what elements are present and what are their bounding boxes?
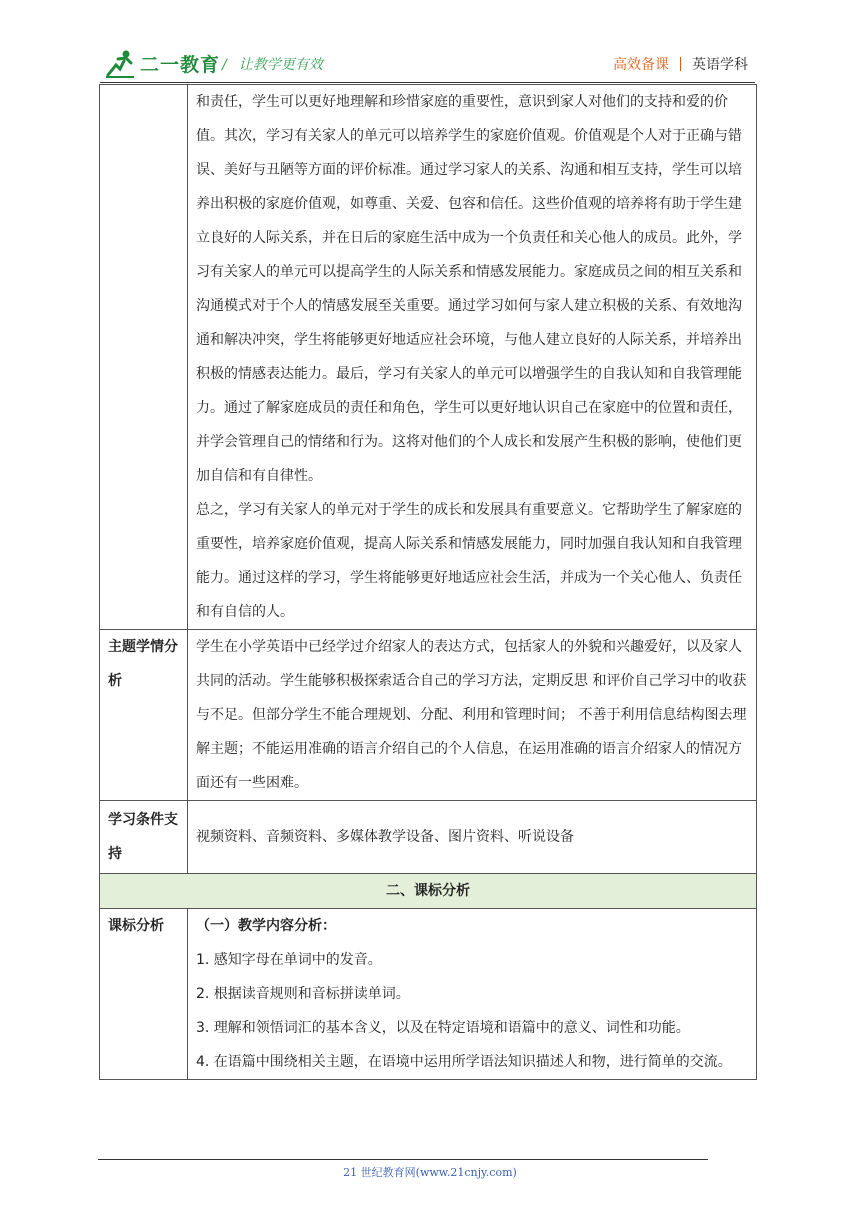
learner-analysis-cell [188, 630, 757, 801]
conditions-cell [188, 801, 757, 874]
header-subject: 英语学科 [692, 57, 748, 73]
table-row [100, 85, 757, 630]
header-rule [100, 82, 755, 83]
slogan-slash: / [222, 57, 227, 73]
footer-rule [98, 1159, 708, 1160]
page-header [0, 0, 860, 90]
header-tag: 高效备课 [613, 57, 669, 73]
list-item: 1. 感知字母在单词中的发音。 [196, 952, 382, 968]
row-label-standard-analysis: 课标分析 [100, 909, 188, 1080]
logo [104, 46, 220, 80]
list-item: 4. 在语篇中围绕相关主题，在语境中运用所学语法知识描述人和物，进行简单的交流。 [196, 1054, 732, 1070]
analysis-continuation-cell [188, 85, 757, 630]
slogan-text: 让教学更有效 [238, 57, 323, 73]
header-right [613, 54, 748, 74]
section-row [100, 874, 757, 909]
page-footer: 21 世纪教育网(www.21cnjy.com) [343, 1166, 517, 1179]
lesson-plan-table [99, 84, 757, 1080]
logo-text: 二一教育 [140, 53, 221, 76]
row-label-learner-analysis: 主题学情分析 [100, 630, 188, 801]
standard-analysis-cell [188, 909, 757, 1080]
paragraph: 学生在小学英语中已经学过介绍家人的表达方式，包括家人的外貌和兴趣爱好，以及家人共同的活动。学生能够积极探索适合自己的学习方法，定期反思 和评价自己学习中的收获与不足。但部分学生不能合理规划、分配、利用和管理时间； 不善于利用信息结构图去理解主题；不能运用准确的语言介绍自己的个人信息，在运用准确的语言介绍家人的情况方面还有一些困难。 [196, 639, 747, 791]
row-label-empty [100, 85, 188, 630]
paragraph: 视频资料、音频资料、多媒体教学设备、图片资料、听说设备 [196, 829, 574, 845]
table-row [100, 630, 757, 801]
list-item: 2. 根据读音规则和音标拼读单词。 [196, 986, 410, 1002]
runner-logo-icon [104, 47, 138, 79]
list-item: 3. 理解和领悟词汇的基本含义，以及在特定语境和语篇中的意义、词性和功能。 [196, 1020, 690, 1036]
table-row [100, 909, 757, 1080]
header-separator [680, 57, 681, 71]
table-row [100, 801, 757, 874]
subsection-heading: （一）教学内容分析： [196, 918, 336, 934]
paragraph: 总之，学习有关家人的单元对于学生的成长和发展具有重要意义。它帮助学生了解家庭的重要性，培养家庭价值观，提高人际关系和情感发展能力，同时加强自我认知和自我管理能力。通过这样的学习，学生将能够更好地适应社会生活，并成为一个关心他人、负责任和有自信的人。 [196, 502, 742, 620]
paragraph: 和责任，学生可以更好地理解和珍惜家庭的重要性，意识到家人对他们的支持和爱的价值。其次，学习有关家人的单元可以培养学生的家庭价值观。价值观是个人对于正确与错误、美好与丑陋等方面的评价标准。通过学习家人的关系、沟通和相互支持，学生可以培养出积极的家庭价值观，如尊重、关爱、包容和信任。这些价值观的培养将有助于学生建立良好的人际关系，并在日后的家庭生活中成为一个负责任和关心他人的成员。此外，学习有关家人的单元可以提高学生的人际关系和情感发展能力。家庭成员之间的相互关系和沟通模式对于个人的情感发展至关重要。通过学习如何与家人建立积极的关系、有效地沟通和解决冲突，学生将能够更好地适应社会环境，与他人建立良好的人际关系，并培养出积极的情感表达能力。最后，学习有关家人的单元可以增强学生的自我认知和自我管理能力。通过了解家庭成员的责任和角色，学生可以更好地认识自己在家庭中的位置和责任，并学会管理自己的情绪和行为。这将对他们的个人成长和发展产生积极的影响，使他们更加自信和有自律性。 [196, 94, 742, 484]
slogan [222, 54, 323, 74]
row-label-conditions: 学习条件支持 [100, 801, 188, 874]
section-title: 二、课标分析 [100, 874, 757, 909]
